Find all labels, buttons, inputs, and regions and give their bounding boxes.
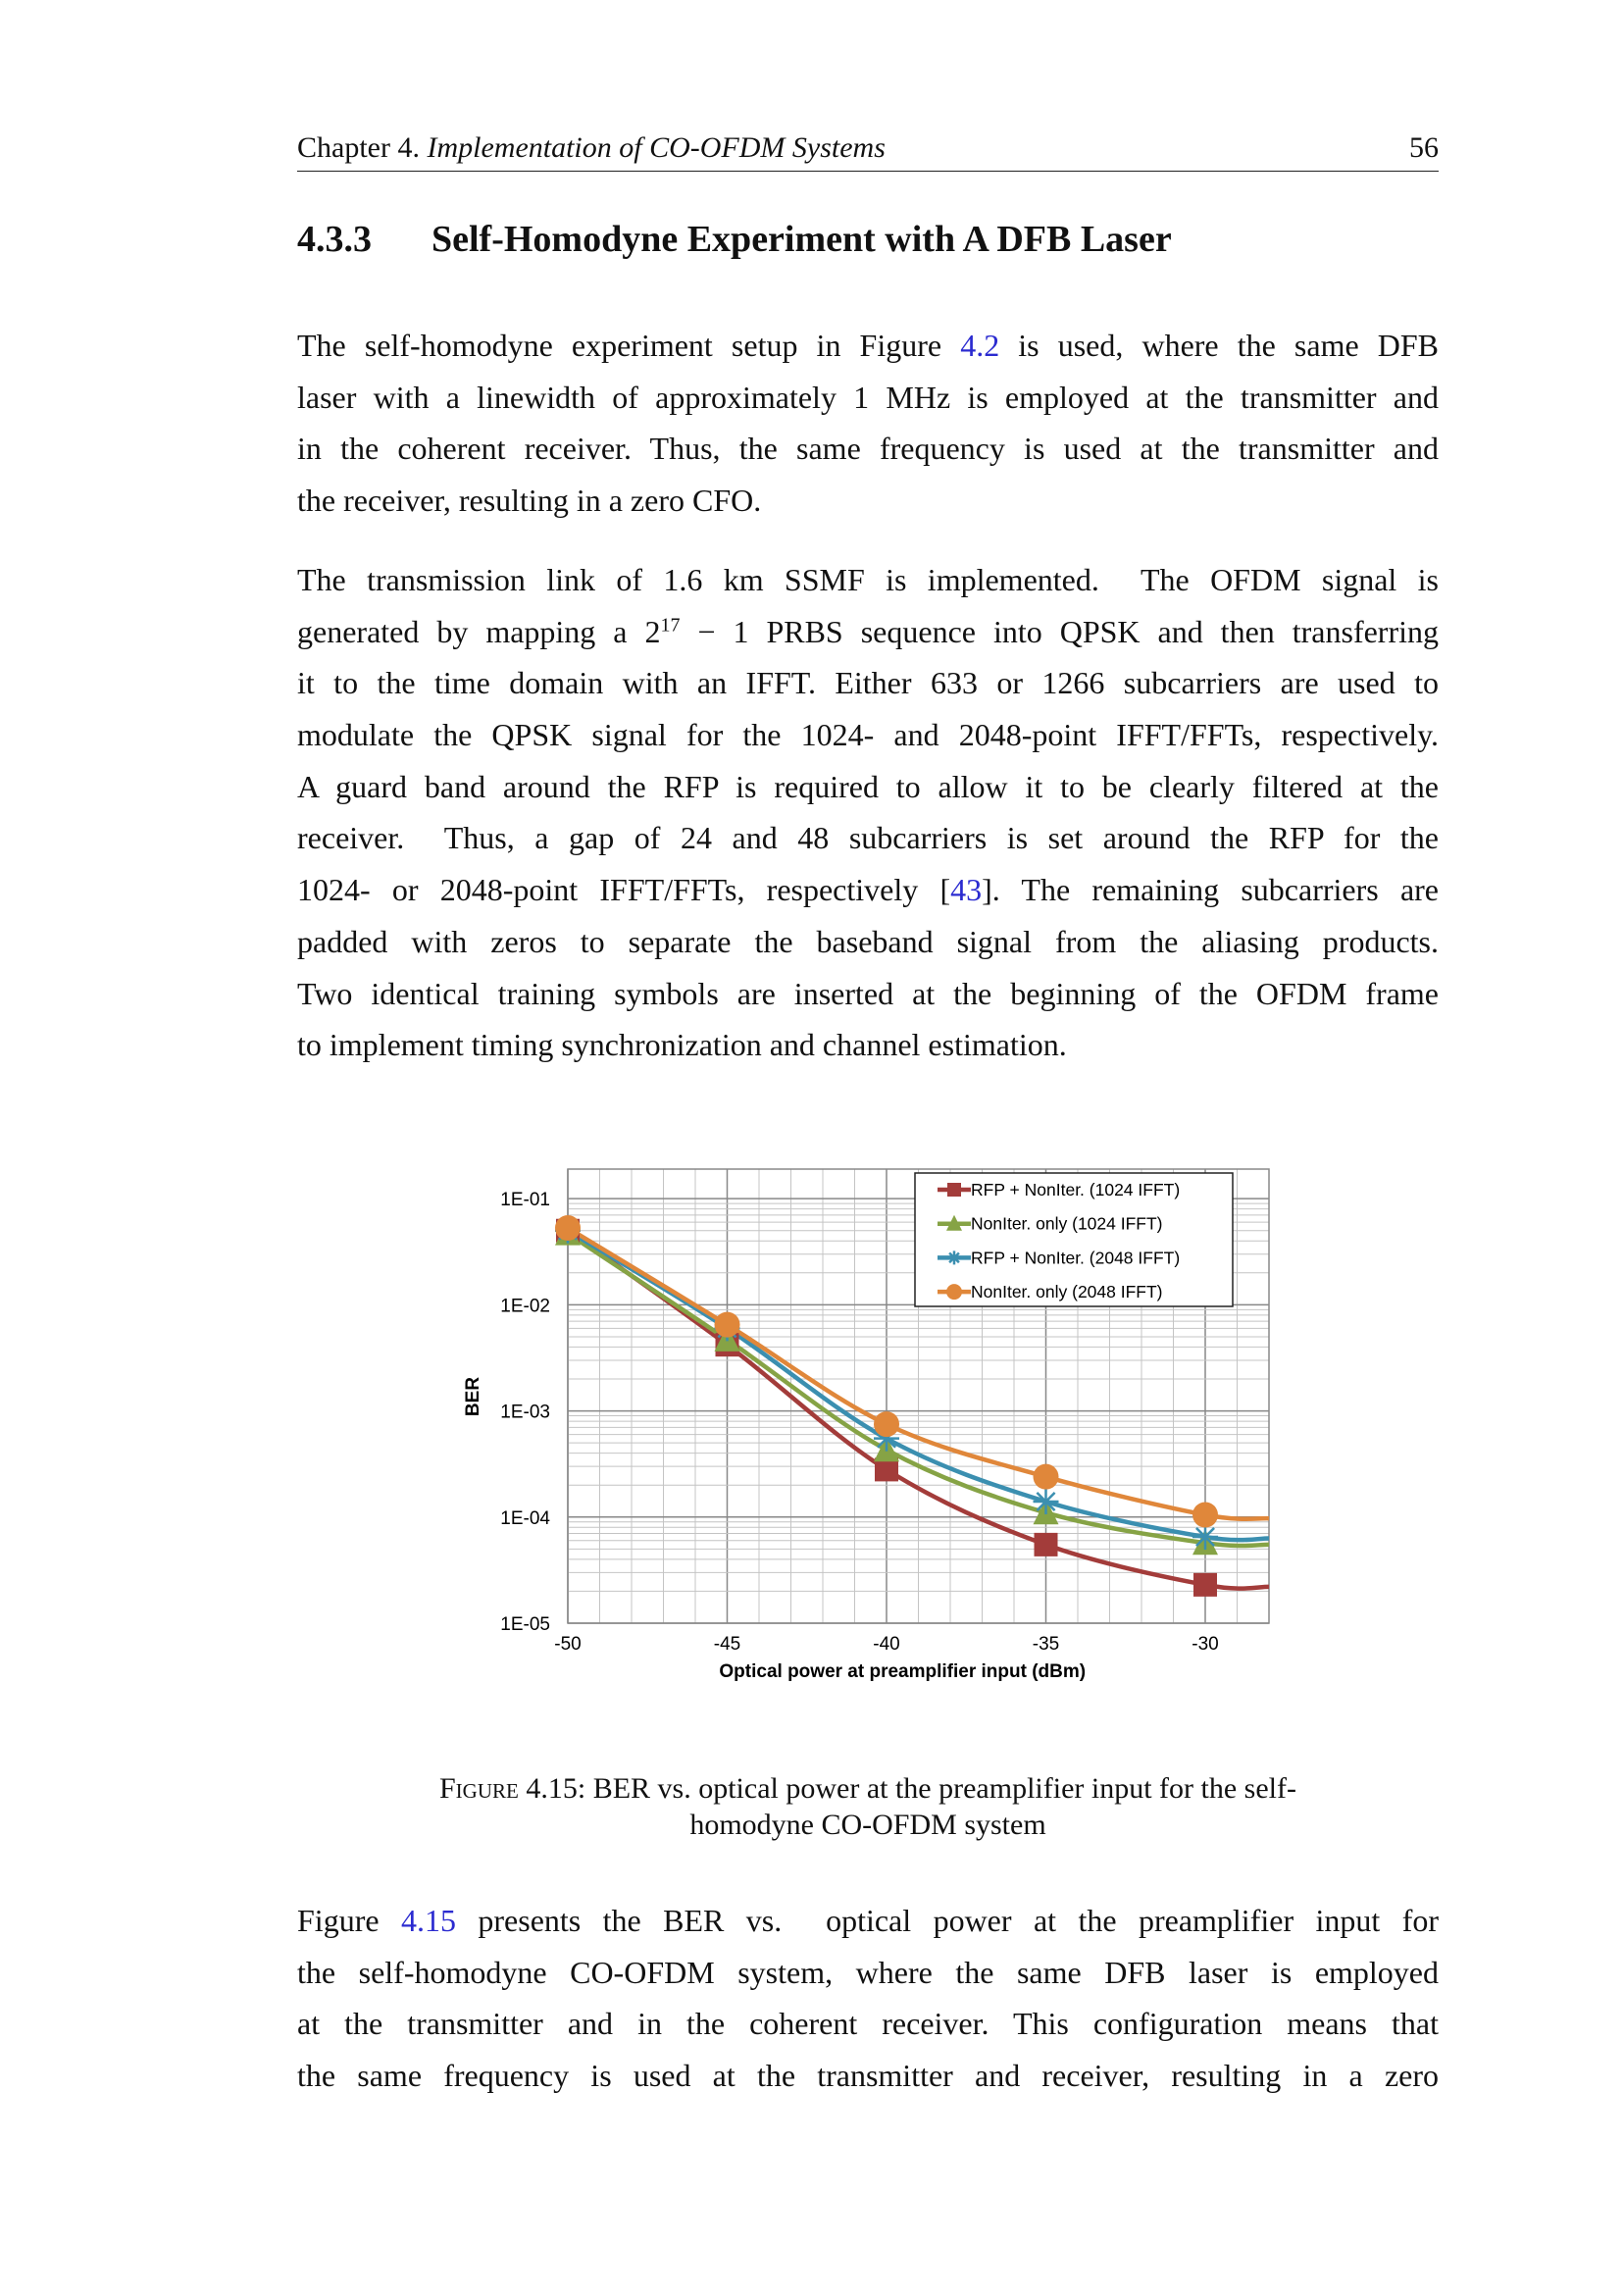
text-segment: − 1 PRBS sequence into QPSK and then transferring [680, 613, 1440, 649]
text-segment: A guard band around the RFP is required to allow it to be clearly filtered at the [297, 768, 1439, 804]
chapter-title: Implementation of CO-OFDM Systems [427, 131, 886, 164]
section-title: Self-Homodyne Experiment with A DFB Laser [431, 219, 1172, 260]
text-line [297, 320, 1439, 372]
page-number: 56 [1409, 131, 1439, 164]
data-point [1035, 1533, 1058, 1556]
legend-label: NonIter. only (1024 IFFT) [971, 1213, 1163, 1234]
text-segment: laser with a linewidth of approximately 1 MHz is employed at the transmitter and [297, 379, 1439, 415]
text-line [297, 372, 1439, 424]
data-point [1193, 1573, 1217, 1597]
paragraph-2 [297, 554, 1439, 1071]
chapter-label: Chapter 4. [297, 131, 420, 164]
text-segment: the self-homodyne CO-OFDM system, where the same DFB laser is employed [297, 1954, 1439, 1990]
data-point [1192, 1524, 1218, 1550]
x-tick-label: -30 [1192, 1634, 1219, 1655]
text-segment: padded with zeros to separate the baseband signal from the aliasing products. [297, 923, 1439, 959]
text-segment: ]. The remaining subcarriers are [982, 872, 1440, 908]
text-segment: The self-homodyne experiment setup in Figure [297, 328, 961, 363]
legend-marker [946, 1284, 962, 1300]
caption-text-2: homodyne CO-OFDM system [689, 1809, 1046, 1841]
x-tick-label: -35 [1032, 1634, 1060, 1655]
y-tick-label: 1E-03 [500, 1402, 550, 1423]
text-segment: 1024- or 2048-point IFFT/FFTs, respectively [ [297, 872, 951, 908]
legend-label: NonIter. only (2048 IFFT) [971, 1282, 1163, 1302]
text-segment: generated by mapping a 2 [297, 613, 661, 649]
data-point [715, 1312, 740, 1338]
data-point [1034, 1489, 1059, 1514]
x-tick-label: -50 [554, 1634, 582, 1655]
legend-label: RFP + NonIter. (2048 IFFT) [971, 1248, 1181, 1268]
text-segment: modulate the QPSK signal for the 1024- and 2048-point IFFT/FFTs, respectively. [297, 717, 1439, 753]
text-line [297, 475, 1439, 527]
text-line [297, 1019, 1439, 1071]
text-line [297, 709, 1439, 761]
paragraph-3 [297, 1895, 1439, 2102]
text-segment: it to the time domain with an IFFT. Either 633 or 1266 subcarriers are used to [297, 665, 1439, 701]
text-segment: the same frequency is used at the transmitter and receiver, resulting in a zero [297, 2058, 1439, 2094]
section-heading [297, 218, 1172, 261]
y-axis-title: BER [463, 1376, 483, 1417]
text-line [297, 1998, 1439, 2050]
y-tick-label: 1E-05 [500, 1614, 550, 1635]
text-line [297, 606, 1439, 658]
text-line [297, 554, 1439, 606]
text-line [297, 761, 1439, 813]
running-header [297, 131, 1439, 172]
legend-label: RFP + NonIter. (1024 IFFT) [971, 1180, 1181, 1199]
text-segment: at the transmitter and in the coherent receiver. This configuration means that [297, 2006, 1439, 2042]
text-line [297, 657, 1439, 709]
y-tick-label: 1E-02 [500, 1296, 550, 1317]
text-segment: receiver. Thus, a gap of 24 and 48 subcarriers is set around the RFP for the [297, 820, 1439, 856]
text-segment: presents the BER vs. optical power at the preamplifier input for [455, 1903, 1440, 1938]
text-segment: Two identical training symbols are inserted at the beginning of the OFDM frame [297, 975, 1439, 1011]
y-tick-label: 1E-04 [500, 1507, 550, 1529]
section-number: 4.3.3 [297, 219, 372, 260]
reference-link[interactable]: 4.2 [960, 328, 1000, 363]
caption-label: Figure 4.15: [439, 1772, 586, 1805]
data-point [1034, 1464, 1059, 1490]
text-line [297, 423, 1439, 475]
x-axis-title: Optical power at preamplifier input (dBm) [719, 1661, 1087, 1682]
legend [915, 1173, 1233, 1306]
superscript: 17 [660, 614, 681, 637]
text-line [297, 1947, 1439, 1999]
text-line [297, 812, 1439, 864]
text-segment: Figure [297, 1903, 401, 1938]
text-segment: The transmission link of 1.6 km SSMF is implemented. The OFDM signal is [297, 562, 1439, 597]
y-tick-label: 1E-01 [500, 1190, 550, 1211]
paragraph-1 [297, 320, 1439, 527]
text-segment: is used, where the same DFB [999, 328, 1440, 363]
text-line [297, 916, 1439, 968]
reference-link[interactable]: 43 [950, 872, 983, 908]
text-segment: to implement timing synchronization and channel estimation. [297, 1027, 1067, 1063]
text-line [297, 968, 1439, 1020]
reference-link[interactable]: 4.15 [400, 1903, 456, 1938]
text-segment: the receiver, resulting in a zero CFO. [297, 483, 762, 519]
ber-chart [431, 1148, 1294, 1697]
data-point [1192, 1502, 1218, 1527]
x-tick-label: -45 [713, 1634, 741, 1655]
legend-marker [947, 1183, 961, 1197]
text-line [297, 2050, 1439, 2102]
data-point [874, 1411, 899, 1437]
figure-caption [297, 1770, 1439, 1843]
text-line [297, 864, 1439, 916]
caption-text-1: BER vs. optical power at the preamplifier input for the self- [585, 1772, 1296, 1805]
text-segment: in the coherent receiver. Thus, the same frequency is used at the transmitter and [297, 431, 1439, 467]
data-point [555, 1215, 581, 1241]
text-line [297, 1895, 1439, 1947]
x-tick-label: -40 [873, 1634, 900, 1655]
